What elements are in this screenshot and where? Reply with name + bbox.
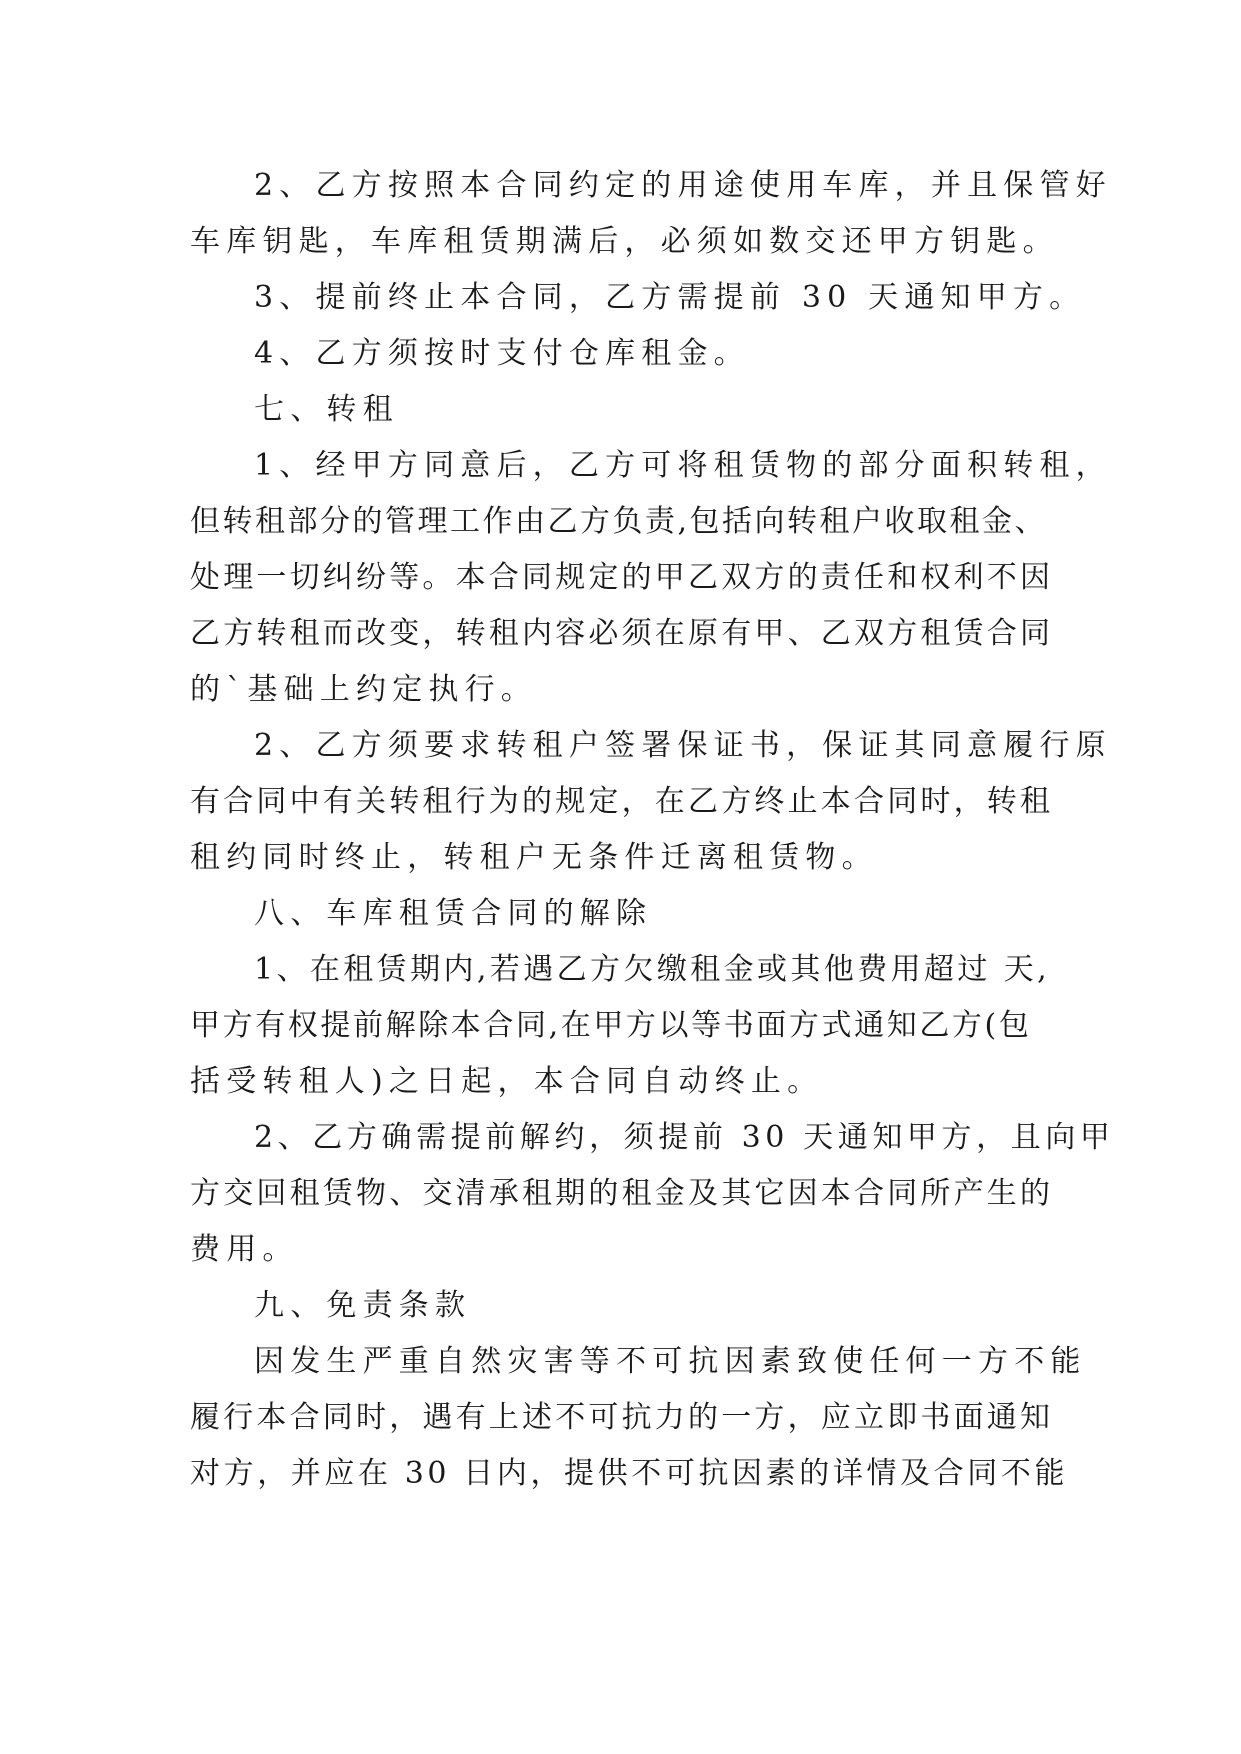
paragraph-line: 因发生严重自然灾害等不可抗因素致使任何一方不能 [254,1344,1087,1379]
paragraph-line: 括受转租人)之日起，本合同自动终止。 [190,1064,824,1099]
paragraph-line: 1、经甲方同意后，乙方可将租赁物的部分面积转租， [254,448,1112,483]
paragraph-line: 对方，并应在 30 日内，提供不可抗因素的详情及合同不能 [190,1456,1069,1491]
paragraph-line: 2、乙方确需提前解约，须提前 30 天通知甲方，且向甲 [254,1120,1115,1155]
paragraph-line: 甲方有权提前解除本合同,在甲方以等书面方式通知乙方(包 [190,1008,1032,1043]
section-heading: 七、转租 [254,392,399,427]
paragraph-line: 3、提前终止本合同，乙方需提前 30 天通知甲方。 [254,280,1086,315]
paragraph-line: 1、在租赁期内,若遇乙方欠缴租金或其他费用超过 天, [254,952,1051,987]
paragraph-line: 的`基础上约定执行。 [190,672,537,707]
paragraph-line: 租约同时终止，转租户无条件迁离租赁物。 [190,840,878,875]
paragraph-line: 车库钥匙，车库租赁期满后，必须如数交还甲方钥匙。 [190,224,1059,259]
paragraph-line: 2、乙方须要求转租户签署保证书，保证其同意履行原 [254,728,1112,763]
paragraph-line: 方交回租赁物、交清承租期的租金及其它因本合同所产生的 [190,1176,1054,1211]
paragraph-line: 但转租部分的管理工作由乙方负责,包括向转租户收取租金、 [190,504,1048,539]
section-heading: 八、车库租赁合同的解除 [254,896,653,931]
paragraph-line: 乙方转租而改变，转租内容必须在原有甲、乙双方租赁合同 [190,616,1054,651]
section-heading: 九、免责条款 [254,1288,472,1323]
paragraph-line: 费用。 [190,1232,299,1267]
paragraph-line: 2、乙方按照本合同约定的用途使用车库，并且保管好 [254,168,1112,203]
paragraph-line: 4、乙方须按时支付仓库租金。 [254,336,750,371]
paragraph-line: 有合同中有关转租行为的规定，在乙方终止本合同时，转租 [190,784,1054,819]
paragraph-line: 处理一切纠纷等。本合同规定的甲乙双方的责任和权利不因 [190,560,1054,595]
paragraph-line: 履行本合同时，遇有上述不可抗力的一方，应立即书面通知 [190,1400,1054,1435]
